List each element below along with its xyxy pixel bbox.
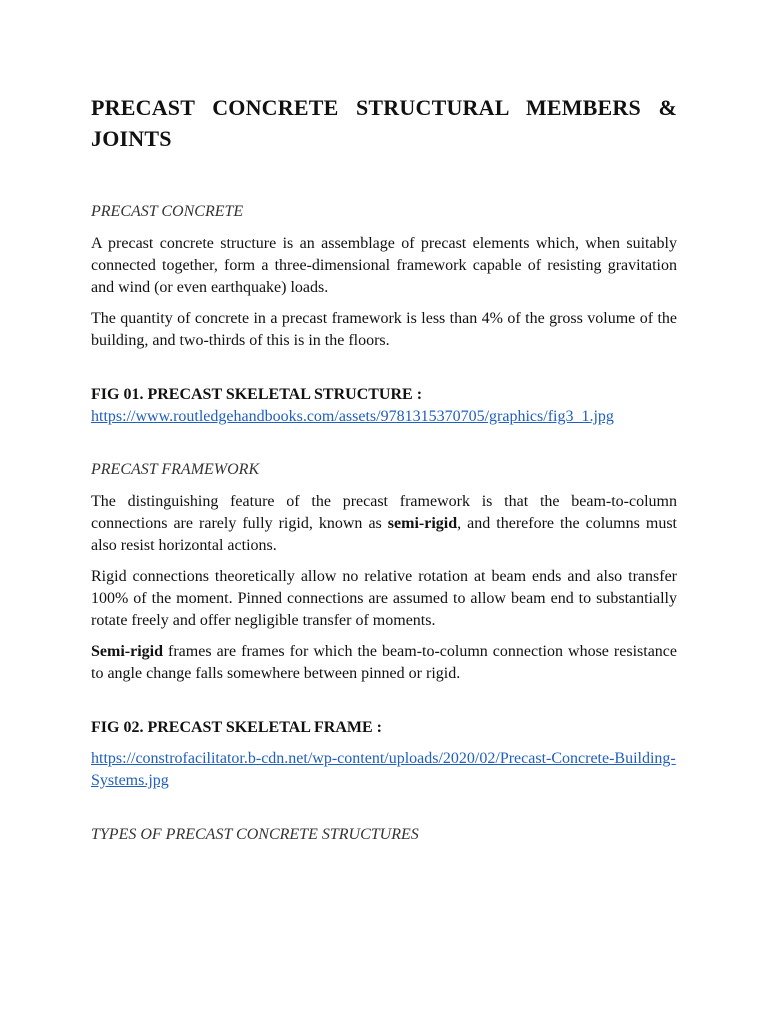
paragraph-concrete-quantity: The quantity of concrete in a precast framework is less than 4% of the gross volume of the building, and two-thirds of this is in the floors. [91,310,677,349]
paragraph-distinguishing-feature [91,491,677,557]
paragraph-rigid-pinned: Rigid connections theoretically allow no relative rotation at beam ends and also transfer 100% of the moment. Pinned connections are assumed to allow beam end to substantially rotate freely and offer negligible transfer of moments. [91,568,677,629]
paragraph-semi-rigid-frames [91,641,677,685]
section-heading-types: TYPES OF PRECAST CONCRETE STRUCTURES [91,826,419,843]
document-page [91,92,677,846]
paragraph-text: , and therefore the columns must also resist horizontal actions. [91,515,677,554]
term-semi-rigid: Semi-rigid [91,643,163,660]
figure-01-caption: FIG 01. PRECAST SKELETAL STRUCTURE : [91,386,423,403]
document-title: PRECAST CONCRETE STRUCTURAL MEMBERS & JOINTS [91,95,677,151]
figure-02-caption: FIG 02. PRECAST SKELETAL FRAME : [91,719,383,736]
paragraph-text: The distinguishing feature of the precast framework is that the beam-to-column connections are rarely fully rigid, known as [91,493,677,532]
paragraph-text: frames are frames for which the beam-to-column connection whose resistance to angle change falls somewhere between pinned or rigid. [91,643,677,682]
figure-01-link[interactable]: https://www.routledgehandbooks.com/assets/9781315370705/graphics/fig3_1.jpg [91,408,614,425]
section-heading-precast-concrete: PRECAST CONCRETE [91,203,244,220]
figure-02-link[interactable]: https://constrofacilitator.b-cdn.net/wp-content/uploads/2020/02/Precast-Concrete-Building-Systems.jpg [91,750,676,789]
section-heading-precast-framework: PRECAST FRAMEWORK [91,461,260,478]
paragraph-precast-definition: A precast concrete structure is an assemblage of precast elements which, when suitably connected together, form a three-dimensional framework capable of resisting gravitation and wind (or even earthquake) loads. [91,235,677,296]
term-semi-rigid: semi-rigid [387,515,458,532]
